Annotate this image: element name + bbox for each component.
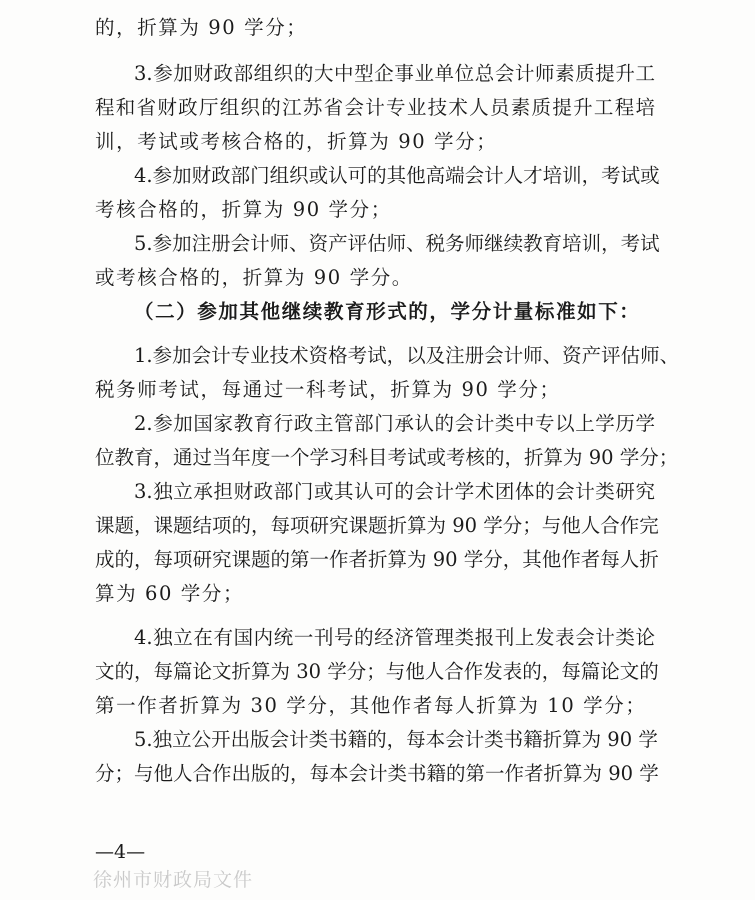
text-line: 考核合格的，折算为 90 学分； — [95, 198, 392, 221]
text-line: 5.参加注册会计师、资产评估师、税务师继续教育培训，考试 — [134, 232, 660, 255]
text-line: 文的，每篇论文折算为 30 学分；与他人合作发表的，每篇论文的 — [95, 660, 659, 683]
text-line: 税务师考试，每通过一科考试，折算为 90 学分； — [95, 378, 561, 401]
text-line: 2.参加国家教育行政主管部门承认的会计类中专以上学历学 — [134, 412, 655, 435]
text-line: 成的，每项研究课题的第一作者折算为 90 学分，其他作者每人折 — [95, 548, 659, 571]
text-line: 1.参加会计专业技术资格考试，以及注册会计师、资产评估师、 — [134, 344, 680, 367]
text-line: 第一作者折算为 30 学分，其他作者每人折算为 10 学分； — [95, 694, 647, 717]
text-line: 3.独立承担财政部门或其认可的会计学术团体的会计类研究 — [134, 480, 655, 503]
text-line: 训，考试或考核合格的，折算为 90 学分； — [95, 130, 498, 153]
text-line: 4.独立在有国内统一刊号的经济管理类报刊上发表会计类论 — [134, 626, 655, 649]
text-line: 或考核合格的，折算为 90 学分。 — [95, 266, 413, 289]
text-line: 的，折算为 90 学分； — [95, 16, 308, 39]
text-line: 3.参加财政部组织的大中型企事业单位总会计师素质提升工 — [134, 62, 655, 85]
section-heading: （二）参加其他继续教育形式的，学分计量标准如下： — [134, 300, 641, 323]
text-line: 程和省财政厅组织的江苏省会计专业技术人员素质提升工程培 — [95, 96, 655, 119]
text-line: 位教育，通过当年度一个学习科目考试或考核的，折算为 90 学分； — [95, 446, 679, 469]
page-number: —4— — [95, 841, 146, 863]
text-line: 5.独立公开出版会计类书籍的，每本会计类书籍折算为 90 学 — [134, 728, 658, 751]
document-footer: 徐州市财政局文件 — [93, 869, 254, 891]
text-line: 课题，课题结项的，每项研究课题折算为 90 学分；与他人合作完 — [95, 514, 659, 537]
text-line: 分；与他人合作出版的，每本会计类书籍的第一作者折算为 90 学 — [95, 762, 659, 785]
text-line: 算为 60 学分； — [95, 582, 245, 605]
text-line: 4.参加财政部门组织或认可的其他高端会计人才培训，考试或 — [134, 164, 660, 187]
